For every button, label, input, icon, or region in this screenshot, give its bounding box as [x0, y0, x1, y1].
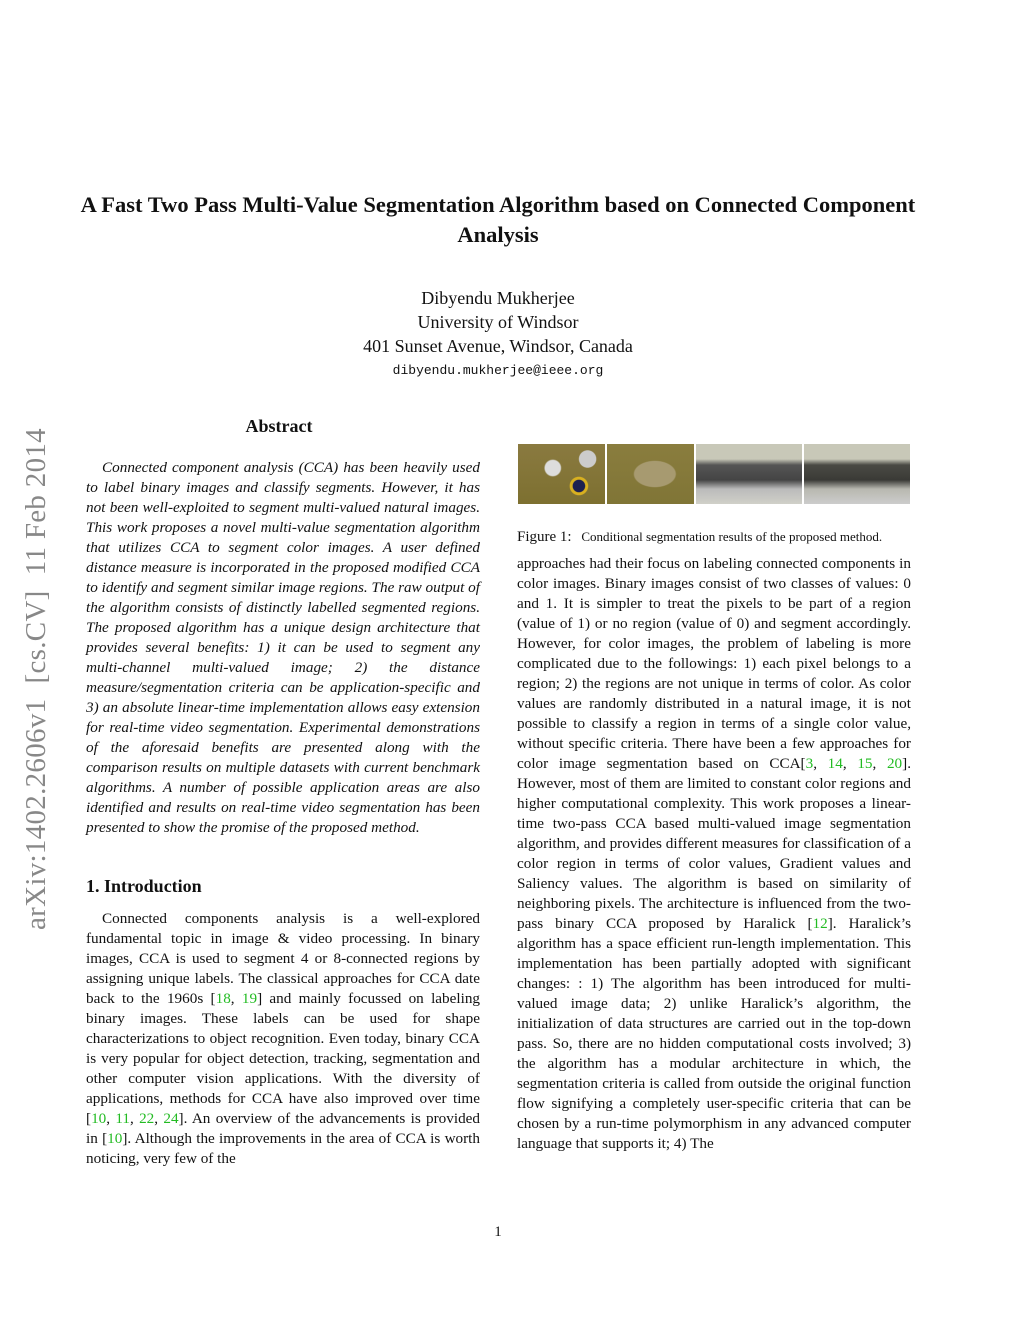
author-affiliation: University of Windsor	[417, 312, 579, 332]
citation-link[interactable]: 19	[241, 990, 258, 1007]
text-segment: approaches had their focus on labeling connected components in color images. Binary images consist of two classes of values: 0 and 1. It is simpler to treat the pixels to be part of a region (value of 1) or no region (value of 0) and segment accordingly. However, for color images, the problem of labeling is more complicated due to the followings: 1) each pixel belongs to a region; 2) the regions are not unique in terms of color. As color values are randomly distributed in a natural image, it is not possible to classify a region in terms of a single color value, without specific criteria. There have been a few approaches for color image segmentation based on CCA[	[517, 555, 911, 772]
arxiv-stamp: arXiv:1402.2606v1 [cs.CV] 11 Feb 2014	[20, 428, 52, 930]
text-segment: Connected components analysis is a well-explored fundamental topic in image & video processing. In binary images, CCA is used to segment 4 or 8-connected regions by assigning unique labels. The classical approaches for CCA date back to the 1960s [	[86, 910, 480, 1007]
text-segment: ,	[106, 1110, 116, 1127]
citation-link[interactable]: 20	[886, 755, 903, 772]
abstract-text: Connected component analysis (CCA) has been heavily used to label binary images and classify segments. However, it has not been well-exploited to segment multi-valued natural images. This work proposes a novel multi-value segmentation algorithm that utilizes CCA to segment color images. A user defined distance measure is incorporated in the proposed modified CCA to identify and segment similar image regions. The raw output of the algorithm consists of distinctly labelled segmented regions. The proposed algorithm has a unique design architecture that provides several benefits: 1) it can be used to segment any multi-channel multi-valued image; 2) the distance measure/segmentation criteria can be application-specific and 3) an absolute linear-time implementation allows easy extension for real-time video segmentation. Experimental demonstrations of the aforesaid benefits are presented along with the comparison results on multiple datasets with current benchmark algorithms. A number of possible application areas are also identified and results on real-time video segmentation has been presented to show the promise of the proposed method.	[86, 459, 480, 836]
figure-caption-text: Conditional segmentation results of the proposed method.	[581, 529, 883, 544]
text-segment: ,	[154, 1110, 164, 1127]
citation-link[interactable]: 14	[827, 755, 843, 772]
intro-heading: 1. Introduction	[86, 876, 202, 896]
figure-caption-label: Figure 1:	[517, 529, 572, 545]
page-number: 1	[494, 1224, 502, 1240]
citation-link[interactable]: 24	[163, 1110, 179, 1127]
author-name: Dibyendu Mukherjee	[421, 288, 575, 308]
text-segment: ,	[842, 755, 858, 772]
citation-link[interactable]: 15	[857, 755, 873, 772]
left-column	[86, 416, 480, 1169]
text-segment: ]. Although the improvements in the area of CCA is worth noticing, very few of the	[86, 1130, 481, 1167]
text-segment: ]. However, most of them are limited to constant color regions and higher computational complexity. This work proposes a linear-time two-pass CCA based multi-valued image segmentation algorithm, and provides different measures for classification of a color region in terms of color values, Gradient values and Saliency values. The algorithm is based on similarity of neighboring pixels. The architecture is influenced from the two-pass binary CCA proposed by Haralick [	[517, 755, 911, 932]
citation-link[interactable]: 22	[139, 1110, 155, 1127]
citation-link[interactable]: 11	[115, 1110, 130, 1127]
text-segment: ,	[129, 1110, 140, 1127]
text-segment: ,	[813, 755, 828, 772]
citation-link[interactable]: 12	[812, 915, 828, 932]
figure-image-football-segmented	[607, 444, 694, 504]
citation-link[interactable]: 18	[215, 990, 231, 1007]
citation-link[interactable]: 3	[805, 755, 814, 772]
text-segment: ] and mainly focussed on labeling binary images. These labels can be used for shape characterizations to object recognition. Even today, binary CCA is very popular for object detection, tracking, segmentation and other computer vision applications. With the diversity of applications, methods for CCA have also improved over time [	[86, 990, 481, 1127]
author-address: 401 Sunset Avenue, Windsor, Canada	[363, 336, 633, 356]
figure-image-football	[518, 444, 605, 504]
right-column	[517, 418, 911, 1154]
author-block	[200, 286, 796, 384]
citation-link[interactable]: 10	[107, 1130, 123, 1147]
citation-link[interactable]: 10	[91, 1110, 107, 1127]
intro-paragraph	[86, 909, 480, 1169]
figure-1	[518, 444, 911, 504]
right-paragraph	[517, 554, 911, 1154]
text-segment: ]. Haralick’s algorithm has a space efficient run-length implementation. This implementation has been partially adopted with significant changes: : 1) The algorithm has been introduced for multi-valued image data; 2) unlike Haralick’s algorithm, the initialization of data structures are carried out in the top-down pass. So, there are no hidden computational costs involved; 3) the algorithm has a modular architecture in which, the segmentation criteria is called from outside the original function flow signifying a completely user-specific criteria that can be chosen by a run-time polymorphism in any advanced computer language that supports it; 4) The	[517, 915, 911, 1152]
text-segment: ,	[230, 990, 242, 1007]
text-segment: ,	[872, 755, 887, 772]
author-email: dibyendu.mukherjee@ieee.org	[392, 363, 604, 378]
figure-caption	[517, 528, 911, 546]
figure-image-scene-segmented	[804, 444, 910, 504]
figure-image-scene	[696, 444, 802, 504]
abstract-heading: Abstract	[245, 416, 313, 436]
text-segment: ]. An overview of the advancements is provided in [	[86, 1110, 481, 1147]
paper-title: A Fast Two Pass Multi-Value Segmentation Algorithm based on Connected Component Analysis	[80, 192, 916, 247]
continued-line-spacer	[517, 418, 911, 438]
